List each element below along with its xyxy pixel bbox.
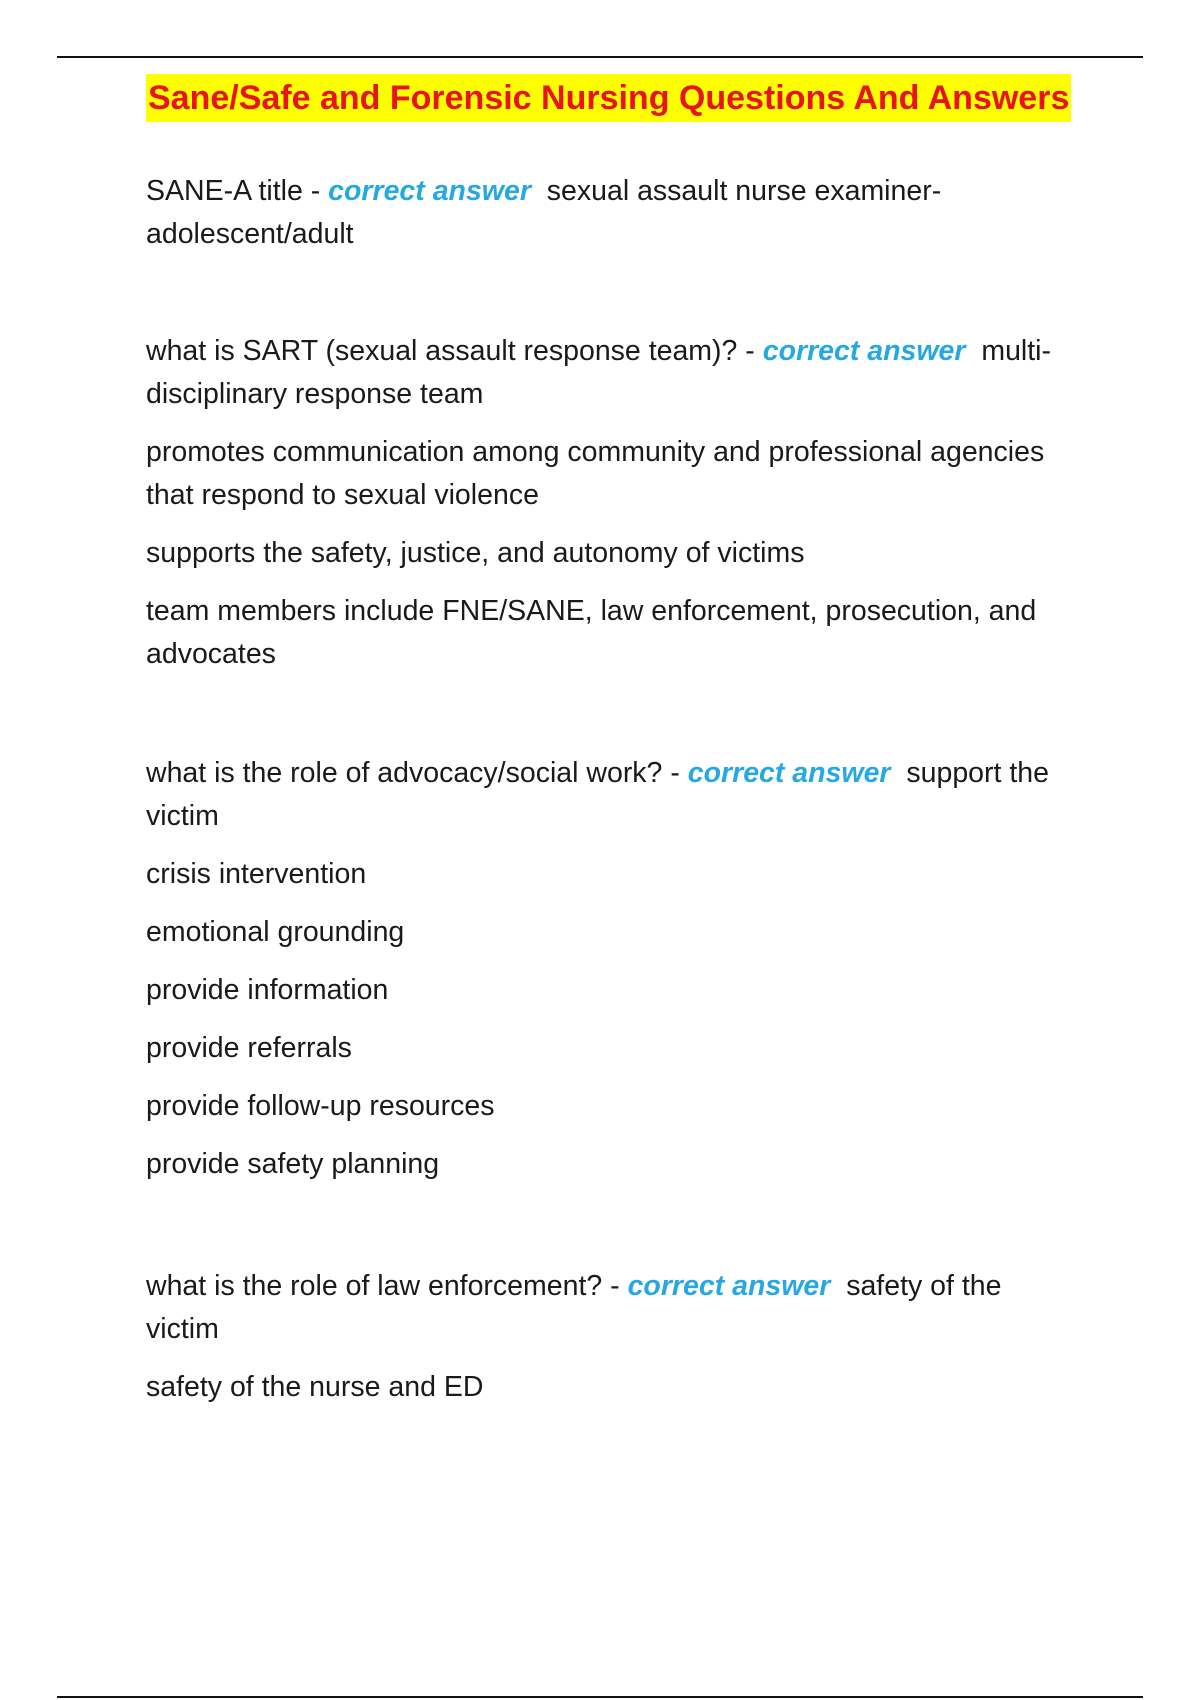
question-text: SANE-A title - (146, 175, 329, 207)
qa-question-line (146, 170, 941, 256)
answer-text: safety of the (846, 1270, 1002, 1302)
document-body (146, 74, 1091, 1403)
page-title: Sane/Safe and Forensic Nursing Questions And Answers (146, 74, 1071, 122)
detail-line: safety of the nurse and ED (146, 1371, 484, 1403)
qa-item-sane-a (146, 170, 941, 256)
qa-item-sart (146, 330, 1051, 676)
answer-text-cont: victim (146, 800, 219, 832)
detail-line: provide information (146, 974, 389, 1006)
answer-label: correct answer (762, 335, 966, 367)
detail-line: emotional grounding (146, 916, 405, 948)
detail-line: promotes communication among community and professional agencies that respond to sexual violence (146, 436, 1045, 511)
answer-text-cont: adolescent/adult (146, 218, 354, 250)
answer-text-cont: victim (146, 1313, 219, 1345)
detail-line: team members include FNE/SANE, law enforcement, prosecution, and advocates (146, 595, 1037, 670)
answer-text: sexual assault nurse examiner- (546, 175, 942, 207)
bottom-rule (57, 1696, 1143, 1698)
answer-label: correct answer (687, 757, 891, 789)
question-text: what is SART (sexual assault response team)? - (146, 335, 763, 367)
detail-line: provide safety planning (146, 1148, 440, 1180)
answer-text-cont: disciplinary response team (146, 378, 484, 410)
qa-item-advocacy (146, 752, 1049, 1186)
top-rule (57, 56, 1143, 58)
qa-question-line (146, 1265, 1001, 1351)
detail-line: supports the safety, justice, and autonomy of victims (146, 537, 805, 569)
qa-question-line (146, 752, 1049, 838)
answer-text: multi- (981, 335, 1052, 367)
qa-item-law-enforcement (146, 1265, 1001, 1409)
answer-label: correct answer (328, 175, 531, 207)
qa-question-line (146, 330, 1051, 416)
detail-line: provide referrals (146, 1032, 352, 1064)
detail-line: crisis intervention (146, 858, 367, 890)
question-text: what is the role of law enforcement? - (146, 1270, 628, 1302)
question-text: what is the role of advocacy/social work? - (146, 757, 688, 789)
detail-line: provide follow-up resources (146, 1090, 495, 1122)
answer-text: support the (906, 757, 1049, 789)
answer-label: correct answer (627, 1270, 831, 1302)
